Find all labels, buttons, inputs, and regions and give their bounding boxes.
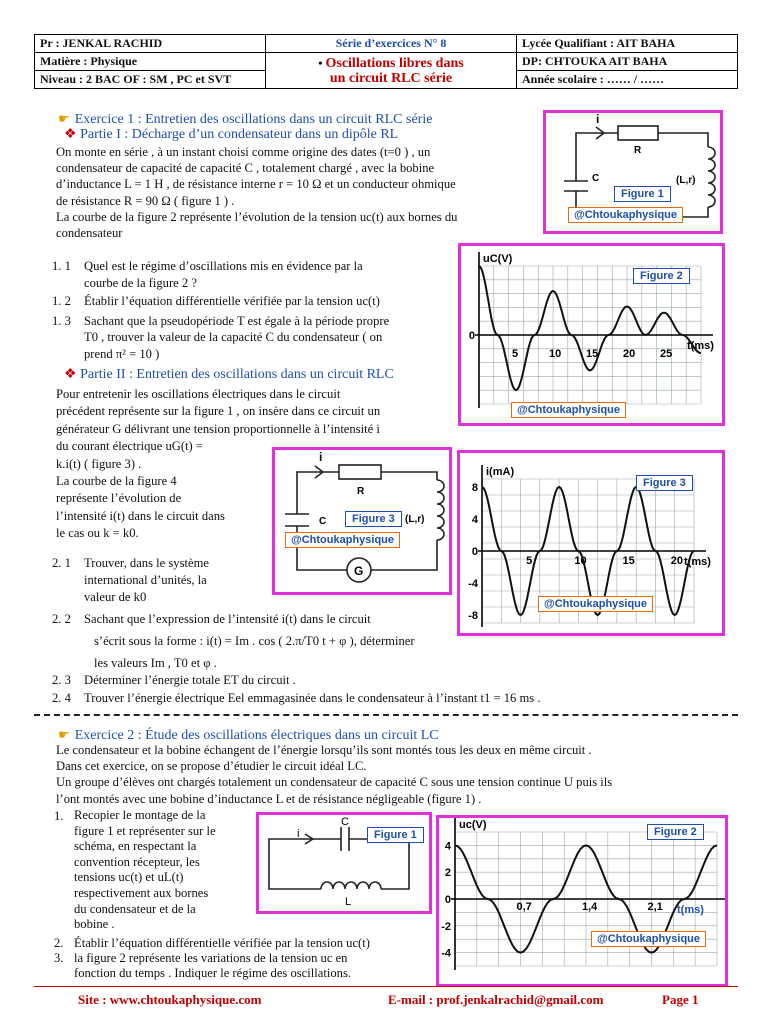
y-tick-label: 0 [468,330,475,342]
y-tick-label: -8 [468,610,478,622]
pointer-icon: ☛ [58,112,70,127]
q-number: 2. 1 [52,556,71,570]
diamond-icon: ❖ [64,127,77,142]
ex2-intro-line: Un groupe d’élèves ont chargés totalement un condensateur de capacité C sous une tension continue U puis ils [56,775,613,790]
figure3-label: Figure 3 [345,511,402,527]
y-tick-label: -2 [441,920,451,933]
x-tick-label: 20 [623,348,636,360]
footer-page-number: Page 1 [662,992,699,1007]
q-text: convention récepteur, les [74,854,200,869]
ex2-title: Exercice 2 : Étude des oscillations électriques dans un circuit LC [74,728,439,743]
q-text: Déterminer l’énergie totale ET du circuit . [84,673,296,687]
x-axis-label: t(ms) [684,556,711,568]
ex1-q22 [52,611,415,670]
figure1-frame [543,110,723,234]
footer-rule [34,986,738,987]
q-number: 2. 4 [52,691,71,705]
x-tick-label: 10 [574,555,587,567]
figure3-circuit-frame [272,447,452,595]
q-number: 1. 1 [52,259,71,273]
topic-line1: Oscillations libres dans [325,55,464,71]
watermark-tag: @Chtoukaphysique [591,931,706,947]
q-number: 2. 3 [52,673,71,687]
ex1-q21 [52,555,209,604]
topic-bullet: • [318,55,323,70]
ex1-p2-line: k.i(t) ( figure 3) . [56,456,142,471]
ex1-part2-row [64,366,394,383]
ex1-p2-line: Pour entretenir les oscillations électriques dans le circuit [56,387,341,401]
ex1-q11 [52,258,363,290]
capacitor-label: C [341,816,349,828]
q-text: s’écrit sous la forme : i(t) = Im . cos ( 2.π/T0 t + φ ), déterminer [94,634,415,648]
q-text: T0 , trouver la valeur de la capacité C du condensateur ( on [84,330,383,344]
x-tick-label: 5 [512,348,519,360]
q-number: 2. 2 [52,612,71,626]
coil-label: (L,r) [405,514,425,525]
ex2-q1 [54,808,216,932]
dp-cell: DP: CHTOUKA AIT BAHA [517,53,738,71]
figure2-label: Figure 2 [633,268,690,284]
ex1-part2-title: Partie II : Entretien des oscillations dans un circuit RLC [80,367,394,382]
generator-label: G [354,564,364,578]
ex1-q24 [52,690,541,706]
ex1-p1-line: d’inductance L = 1 H , de résistance interne r = 10 Ω et un conducteur ohmique [56,177,456,192]
watermark-tag: @Chtoukaphysique [568,207,683,223]
coil-label: (L,r) [676,175,696,186]
q-text: prend π² = 10 ) [84,347,160,361]
q-text: Trouver, dans le système [84,556,209,570]
x-tick-label: 1,4 [582,901,598,913]
year-cell: Année scolaire : …… / …… [517,71,738,89]
header-table [34,34,738,89]
q-text: Sachant que la pseudopériode T est égale à la période propre [84,314,390,328]
watermark-tag: @Chtoukaphysique [538,596,653,612]
topic-cell [266,53,517,89]
school-cell: Lycée Qualifiant : AIT BAHA [517,35,738,53]
q-text: bobine . [74,917,115,932]
level-cell: Niveau : 2 BAC OF : SM , PC et SVT [35,71,266,89]
ex1-part1-row [64,126,398,143]
ex2-intro-line: l’ont montés avec une bobine d’inductance L et de résistance négligeable (figure 1) . [56,791,482,806]
x-tick-label: 25 [660,348,673,360]
footer-email-link[interactable]: E-mail : prof.jenkalrachid@gmail.com [388,992,604,1007]
x-tick-label: 5 [526,555,533,567]
y-axis-label: uc(V) [459,819,487,831]
capacitor-label: C [319,516,327,527]
ex2-figure2-label: Figure 2 [647,824,704,840]
q-text: du condensateur et de la [74,901,196,916]
q-number: 3. [54,951,64,965]
separator-line [34,714,738,716]
ex1-p1-line: condensateur de capacité de capacité C , totalement chargé , avec la bobine [56,161,435,176]
y-tick-label: 4 [471,514,478,526]
ex2-title-row [58,724,439,744]
ex1-p1-block [56,144,457,241]
ex1-p2-line: du courant électrique uG(t) = [56,439,203,454]
q-number: 1. [54,809,64,823]
q-text: Sachant que l’expression de l’intensité i(t) dans le circuit [84,612,371,626]
watermark-tag: @Chtoukaphysique [285,532,400,548]
ex1-p2-line: le cas ou k = k0. [56,526,139,541]
ex1-p2-line: générateur G délivrant une tension proportionnelle à l’intensité i [56,421,380,436]
ex1-title: Exercice 1 : Entretien des oscillations dans un circuit RLC série [74,112,433,127]
y-axis-label: uC(V) [483,253,513,265]
q-text: Établir l’équation différentielle vérifiée par la tension uc(t) [84,294,380,308]
ex1-p1-line: condensateur [56,226,123,241]
y-tick-label: -4 [441,947,451,960]
figure3-label: Figure 3 [636,475,693,491]
footer-site-link[interactable]: Site : www.chtoukaphysique.com [78,992,262,1007]
ex1-part1-title: Partie I : Décharge d’un condensateur dans un dipôle RL [80,127,399,142]
y-tick-label: 0 [471,546,478,558]
ex1-q23 [52,672,296,688]
teacher-cell: Pr : JENKAL RACHID [35,35,266,53]
ex1-title-row [58,108,432,128]
ex1-p1-line: de résistance R = 90 Ω ( figure 1 ) . [56,193,235,208]
ex2-q2 [54,935,370,951]
y-tick-label: 2 [444,867,451,880]
y-tick-label: 4 [444,840,451,853]
q-text: la figure 2 représente les variations de la tension uc en [74,951,348,965]
x-tick-label: 15 [622,555,635,567]
ex2-intro-block [56,742,612,807]
q-text: Trouver l’énergie électrique Eel emmagasinée dans le condensateur à l’instant t1 = 16 ms . [84,691,541,705]
watermark-tag: @Chtoukaphysique [511,402,626,418]
diamond-icon: ❖ [64,367,77,382]
q-text: figure 1 et représenter sur le [74,823,216,838]
figure3-chart-frame [457,450,725,636]
q-text: fonction du temps . Indiquer le régime des oscillations. [74,966,352,980]
x-axis-label: t(ms) [687,340,714,352]
ex2-figure1-frame [256,812,432,914]
ex2-intro-line: Dans cet exercice, on se propose d’étudier le circuit idéal LC. [56,759,367,774]
subject-cell: Matière : Physique [35,53,266,71]
q-text: courbe de la figure 2 ? [84,276,197,290]
q-text: respectivement aux bornes [74,885,209,900]
current-label: i [319,450,323,464]
q-text: schéma, en respectant la [74,839,197,854]
ex1-q12 [52,293,380,309]
topic-line2: un circuit RLC série [329,70,453,86]
ex1-p2-line: La courbe de la figure 4 [56,474,177,489]
resistor-label: R [357,486,365,497]
y-axis-label: i(mA) [486,466,515,478]
ex2-q3 [54,951,352,980]
series-cell [266,35,517,53]
q-text: Établir l’équation différentielle vérifiée par la tension uc(t) [74,936,370,950]
ex2-intro-line: Le condensateur et la bobine échangent de l’énergie lorsqu’ils sont montés tous les deux en même circuit . [56,743,592,757]
ex2-figure2-frame [436,815,728,987]
q-text: international d’unités, la [84,573,207,587]
q-text: Quel est le régime d’oscillations mis en évidence par la [84,259,363,273]
current-label: i [596,113,600,126]
figure1-label: Figure 1 [614,186,671,202]
q-number: 1. 2 [52,294,71,308]
q-text: les valeurs Im , T0 et φ . [94,656,217,670]
q-text: tensions uc(t) et uL(t) [74,870,184,885]
data-curve [479,266,701,390]
current-label: i [297,828,300,840]
ex1-p2-line: représente l’évolution de [56,491,182,506]
coil-label: L [345,896,352,908]
x-tick-label: 0,7 [516,901,532,913]
x-tick-label: 2,1 [647,901,663,913]
ex1-q13 [52,313,390,361]
q-number: 1. 3 [52,314,71,328]
ex2-figure1-label: Figure 1 [367,827,424,843]
lc-oscillation-chart [439,818,725,984]
q-number: 2. [54,936,64,950]
y-tick-label: 0 [444,894,451,906]
ex1-p1-line: La courbe de la figure 2 représente l’évolution de la tension uc(t) aux bornes du [56,209,458,224]
q-text: Recopier le montage de la [74,808,206,822]
capacitor-label: C [592,173,600,184]
x-tick-label: 15 [586,348,599,360]
y-tick-label: -4 [468,578,478,590]
pointer-icon: ☛ [58,728,70,743]
y-tick-label: 8 [471,482,478,494]
resistor-label: R [634,145,642,156]
figure2-frame [458,243,725,426]
x-axis-label: t(ms) [677,904,704,916]
ex1-p2-line: l’intensité i(t) dans le circuit dans [56,508,225,523]
q-text: valeur de k0 [84,590,147,604]
x-tick-label: 10 [549,348,562,360]
ex1-p1-line: On monte en série , à un instant choisi comme origine des dates (t=0 ) , un [56,145,431,159]
series-title: Série d’exercices N° 8 [335,36,447,50]
x-tick-label: 20 [670,555,683,567]
ex1-p2-line: précédent représente sur la figure 1 , on insère dans ce circuit un [56,404,381,419]
